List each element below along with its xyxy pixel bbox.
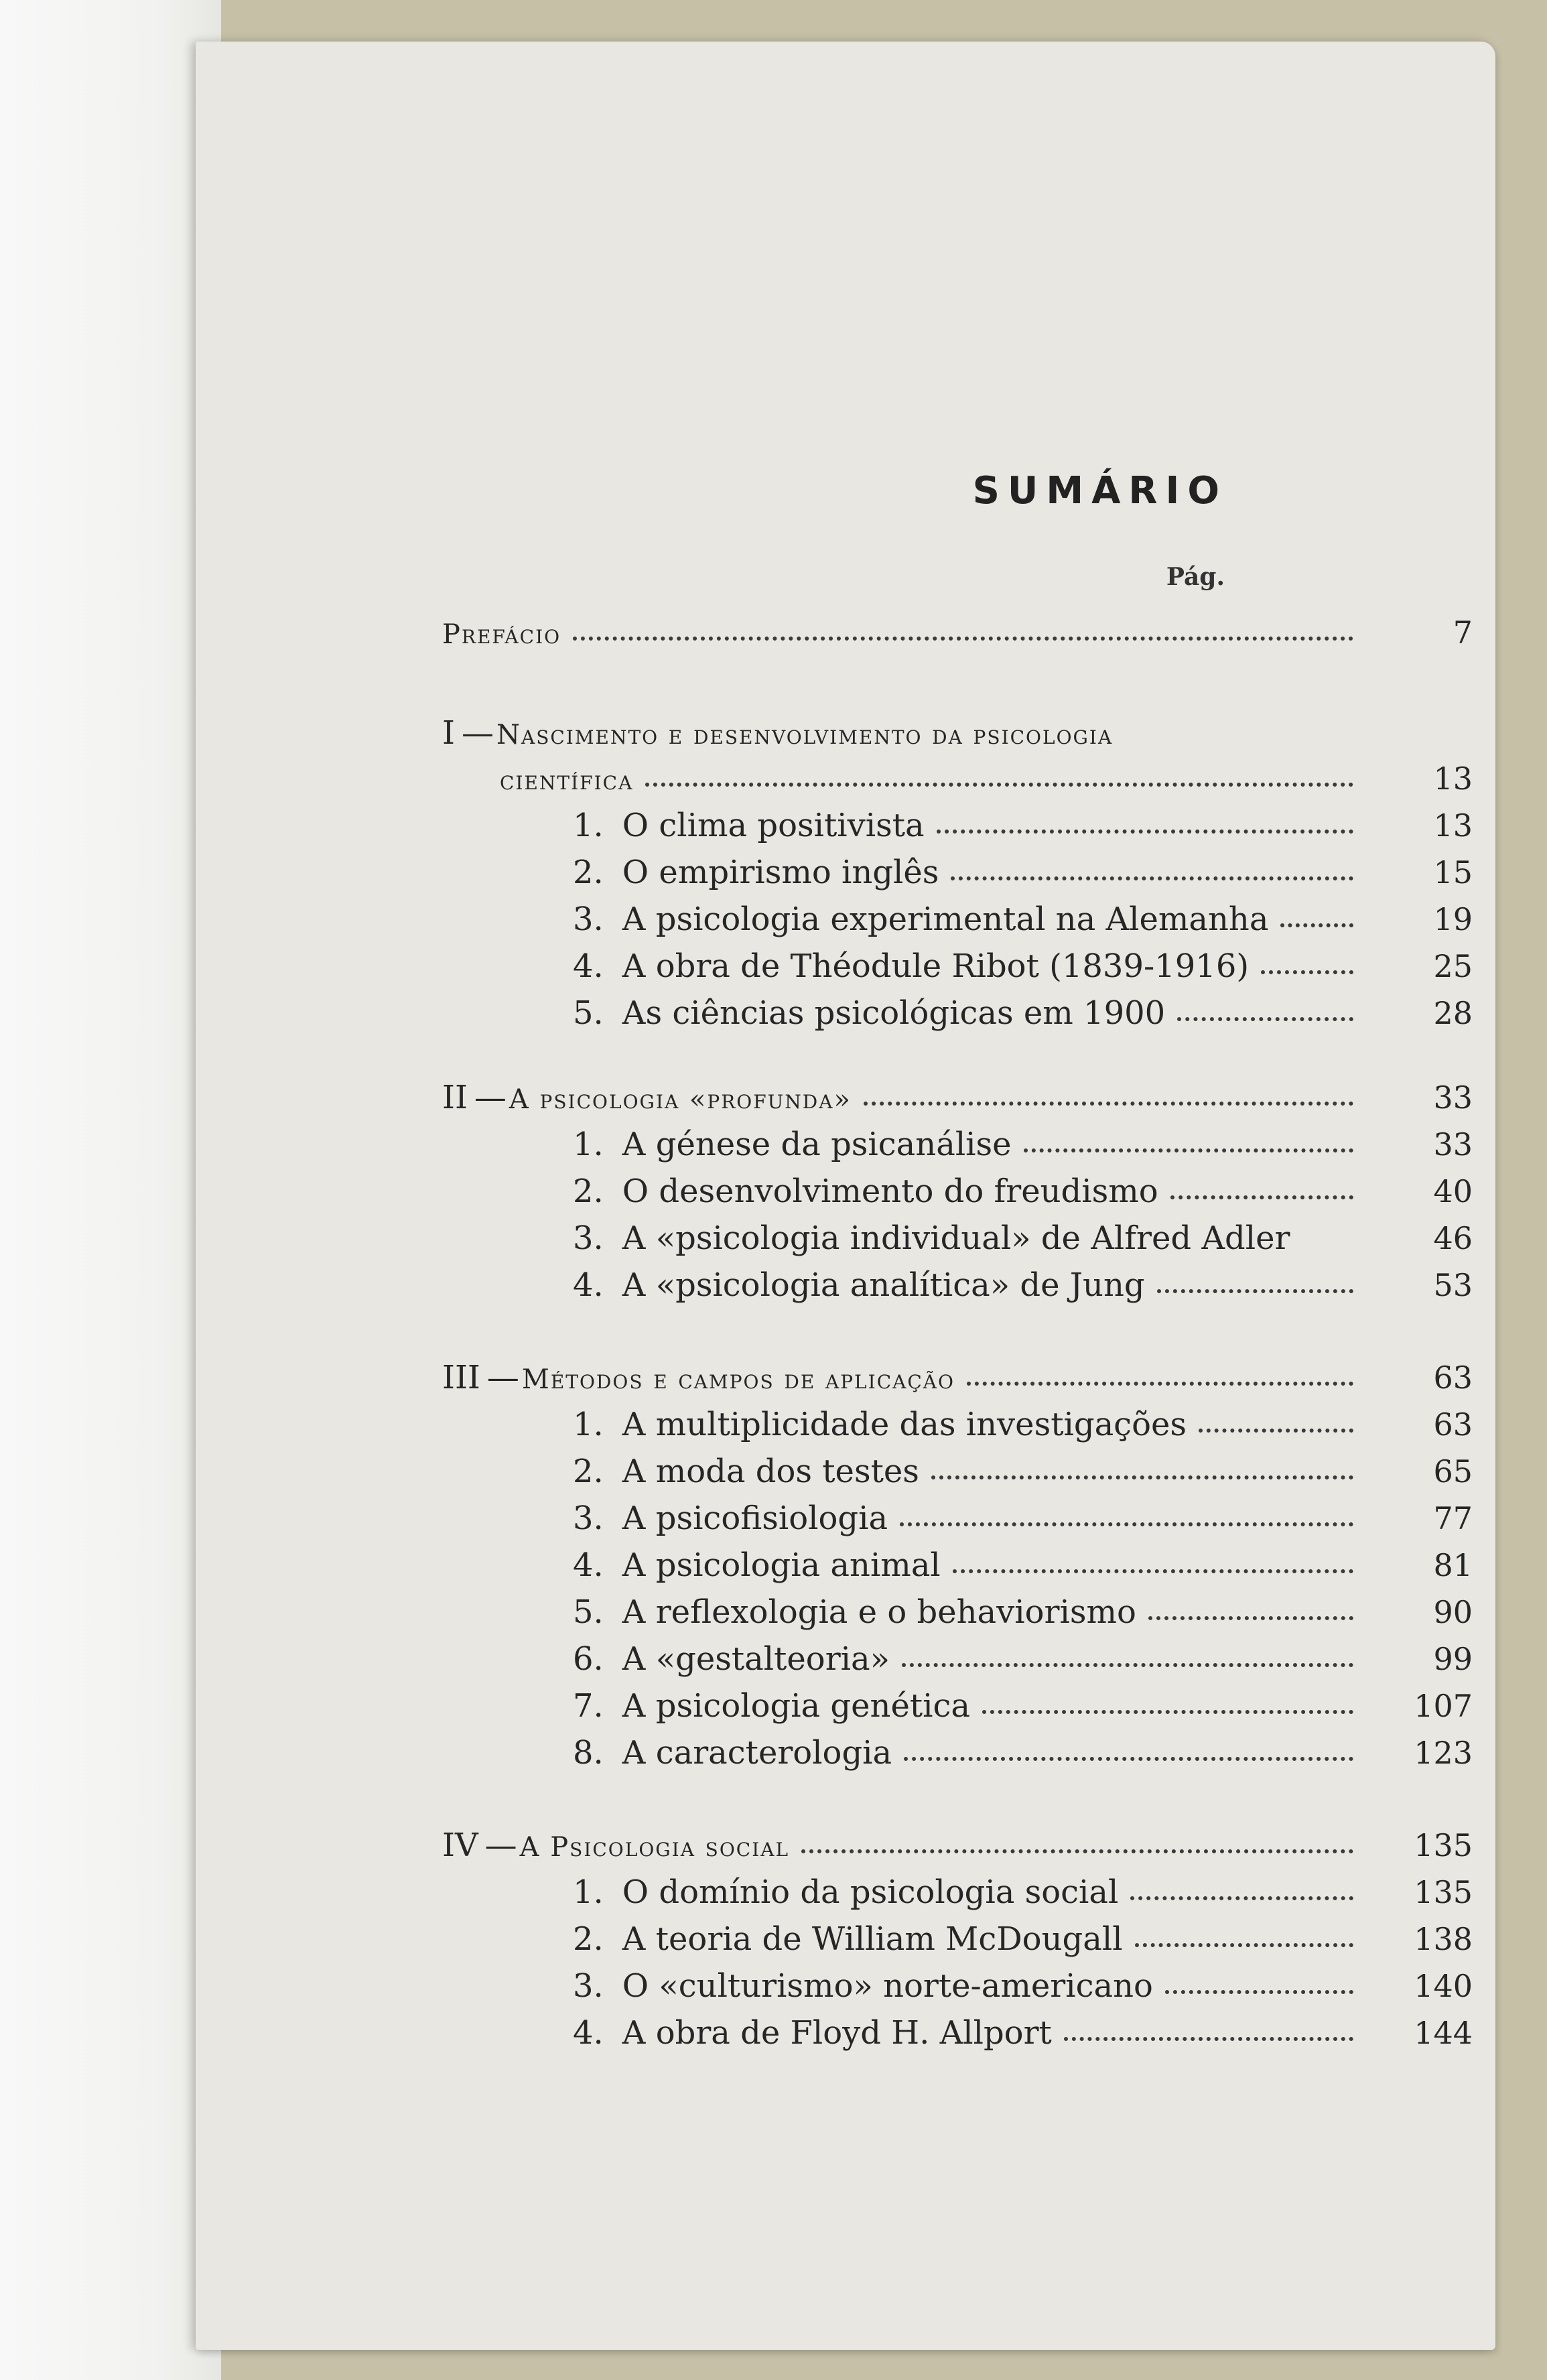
- item-text: A obra de Théodule Ribot (1839-1916): [622, 947, 1250, 985]
- dot-leader: [1024, 1144, 1353, 1152]
- toc-item: 6. A «gestalteoria» 99: [573, 1640, 1473, 1678]
- toc-preface: [442, 612, 1473, 655]
- toc-item: 1. O domínio da psicologia social 135: [573, 1873, 1473, 1911]
- chapter-page: 63: [1433, 1360, 1473, 1396]
- item-text: A psicologia genética: [622, 1687, 971, 1725]
- item-text: A teoria de William McDougall: [622, 1920, 1123, 1958]
- item-page: 138: [1414, 1921, 1473, 1957]
- item-page: 90: [1433, 1594, 1473, 1630]
- item-page: 140: [1414, 1968, 1473, 2004]
- item-page: 46: [1433, 1220, 1473, 1256]
- dot-leader: [1177, 1013, 1353, 1021]
- toc-item: 4. A obra de Théodule Ribot (1839-1916) 25: [573, 947, 1473, 985]
- chapter-page: 33: [1433, 1079, 1473, 1116]
- dot-leader: [900, 1518, 1353, 1526]
- toc-item: 1. O clima positivista 13: [573, 807, 1473, 844]
- item-text: A génese da psicanálise: [622, 1126, 1012, 1163]
- item-text: A «gestalteoria»: [622, 1640, 890, 1678]
- background-left: [0, 0, 221, 2380]
- toc-item: 1. A génese da psicanálise 33: [573, 1126, 1473, 1163]
- toc-chapter-1-title: I — Nascimento e desenvolvimento da psicologia: [442, 713, 1473, 755]
- item-page: 33: [1433, 1126, 1473, 1163]
- item-text: O clima positivista: [622, 807, 925, 844]
- item-page: 77: [1433, 1500, 1473, 1536]
- toc-item: 2. A moda dos testes 65: [573, 1453, 1473, 1490]
- chapter-title: Nascimento e desenvolvimento da psicologia: [496, 720, 1114, 750]
- dot-leader: [951, 872, 1353, 880]
- toc-chapter-2-title: II — A psicologia «profunda» 33: [442, 1077, 1473, 1120]
- chapter-title: A psicologia «profunda»: [509, 1084, 852, 1115]
- item-text: A multiplicidade das investigações: [622, 1406, 1187, 1443]
- chapter-numeral: IV: [442, 1827, 478, 1864]
- dot-leader: [1165, 1986, 1353, 1994]
- dot-leader: [904, 1753, 1353, 1761]
- item-text: A reflexologia e o behaviorismo: [622, 1593, 1136, 1631]
- toc-item: 3. A «psicologia individual» de Alfred Adler 46: [573, 1219, 1473, 1257]
- toc-item: 2. O empirismo inglês 15: [573, 854, 1473, 891]
- item-text: O desenvolvimento do freudismo: [622, 1173, 1158, 1210]
- item-page: 135: [1414, 1874, 1473, 1910]
- toc-item: 1. A multiplicidade das investigações 63: [573, 1406, 1473, 1443]
- toc-item: 5. A reflexologia e o behaviorismo 90: [573, 1593, 1473, 1631]
- dot-leader: [953, 1565, 1353, 1573]
- item-text: A «psicologia individual» de Alfred Adler: [622, 1219, 1290, 1257]
- chapter-page: 13: [1433, 761, 1473, 797]
- dot-leader: [645, 779, 1353, 787]
- toc-chapter-3-title: III — Métodos e campos de aplicação 63: [442, 1358, 1473, 1400]
- item-page: 81: [1433, 1547, 1473, 1583]
- chapter-title: Métodos e campos de aplicação: [521, 1364, 955, 1395]
- chapter-title-continuation: científica: [500, 765, 634, 796]
- dot-leader: [1261, 966, 1353, 974]
- item-text: A psicofisiologia: [622, 1500, 888, 1537]
- item-page: 40: [1433, 1173, 1473, 1209]
- chapter-numeral: II: [442, 1079, 468, 1116]
- toc-item: 8. A caracterologia 123: [573, 1734, 1473, 1772]
- toc-item: 2. O desenvolvimento do freudismo 40: [573, 1173, 1473, 1210]
- preface-label: Prefácio: [442, 619, 561, 650]
- page-column-header: Pág.: [1166, 563, 1225, 591]
- item-page: 107: [1414, 1688, 1473, 1724]
- dot-leader: [1170, 1191, 1353, 1199]
- toc-item: 3. A psicofisiologia 77: [573, 1500, 1473, 1537]
- toc-item: 2. A teoria de William McDougall 138: [573, 1920, 1473, 1958]
- table-of-contents: [442, 42, 1473, 2350]
- dot-leader: [1199, 1425, 1353, 1433]
- item-text: A obra de Floyd H. Allport: [622, 2014, 1052, 2052]
- dot-leader: [1148, 1612, 1353, 1620]
- item-text: A moda dos testes: [622, 1453, 919, 1490]
- item-page: 63: [1433, 1406, 1473, 1443]
- toc-item: 7. A psicologia genética 107: [573, 1687, 1473, 1725]
- item-text: A psicologia experimental na Alemanha: [622, 901, 1269, 938]
- item-text: As ciências psicológicas em 1900: [622, 994, 1166, 1032]
- item-text: A «psicologia analítica» de Jung: [622, 1266, 1145, 1304]
- item-text: O domínio da psicologia social: [622, 1873, 1119, 1911]
- chapter-page: 135: [1414, 1827, 1473, 1863]
- dot-leader: [931, 1471, 1353, 1479]
- page-title: SUMÁRIO: [972, 469, 1227, 513]
- toc-item: 4. A obra de Floyd H. Allport 144: [573, 2014, 1473, 2052]
- dot-leader: [1130, 1892, 1353, 1900]
- toc-item: 4. A psicologia animal 81: [573, 1546, 1473, 1584]
- item-text: O empirismo inglês: [622, 854, 939, 891]
- toc-item: 4. A «psicologia analítica» de Jung 53: [573, 1266, 1473, 1304]
- item-page: 144: [1414, 2015, 1473, 2051]
- book-page: [196, 42, 1495, 2350]
- dot-leader: [801, 1845, 1353, 1853]
- dot-leader: [902, 1659, 1353, 1667]
- item-page: 28: [1433, 995, 1473, 1031]
- item-page: 65: [1433, 1453, 1473, 1490]
- item-page: 13: [1433, 807, 1473, 844]
- toc-item: 3. O «culturismo» norte-americano 140: [573, 1967, 1473, 2005]
- item-page: 25: [1433, 948, 1473, 984]
- dot-leader: [1280, 919, 1353, 927]
- item-page: 123: [1414, 1735, 1473, 1771]
- toc-item: 3. A psicologia experimental na Alemanha 19: [573, 901, 1473, 938]
- dot-leader: [1135, 1939, 1353, 1947]
- item-text: O «culturismo» norte-americano: [622, 1967, 1153, 2005]
- chapter-title: A Psicologia social: [519, 1832, 790, 1863]
- item-page: 99: [1433, 1641, 1473, 1677]
- dot-leader: [937, 825, 1353, 834]
- item-page: 19: [1433, 901, 1473, 937]
- toc-item: 5. As ciências psicológicas em 1900 28: [573, 994, 1473, 1032]
- item-text: A psicologia animal: [622, 1546, 941, 1584]
- dot-leader: [982, 1706, 1353, 1714]
- dot-leader: [1157, 1285, 1353, 1293]
- dot-leader: [967, 1378, 1353, 1386]
- dot-leader: [573, 633, 1353, 641]
- dot-leader: [864, 1098, 1353, 1106]
- preface-page: 7: [1453, 614, 1473, 651]
- item-text: A caracterologia: [622, 1734, 892, 1772]
- toc-chapter-1-title-cont: [500, 758, 1473, 801]
- toc-chapter-4-title: IV — A Psicologia social 135: [442, 1825, 1473, 1867]
- chapter-numeral: I: [442, 714, 455, 752]
- chapter-numeral: III: [442, 1359, 480, 1396]
- item-page: 53: [1433, 1267, 1473, 1303]
- dot-leader: [1064, 2033, 1353, 2041]
- item-page: 15: [1433, 854, 1473, 890]
